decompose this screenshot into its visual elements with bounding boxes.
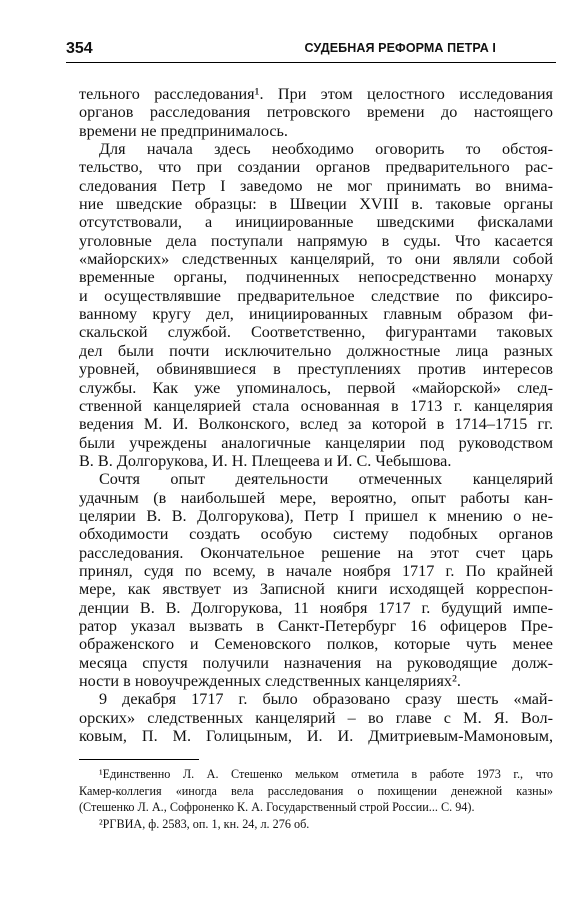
text-line: обходимости создать особую систему подобных органов (79, 525, 553, 544)
text-line: дел были почти исключительно должностные лица разных (79, 341, 553, 360)
text-line: ратор указал вызвать в Санкт-Петербург 16 офицеров Пре- (79, 616, 553, 635)
text-line: органов расследования петровского времени до настоящего (79, 103, 553, 122)
footnote-line: Камер-коллегия «иногда вела расследования о похищении денежной казны» (79, 783, 553, 798)
text-line: удачным (в наибольшей мере, вероятно, опыт работы кан- (79, 488, 553, 507)
text-line: принял, судя по всему, в начале ноября 1717 г. По крайней (79, 561, 553, 580)
text-line: ковым, П. М. Голицыным, И. И. Дмитриевым-Мамоновым, (79, 727, 553, 746)
text-line: ственной канцелярией стала основанная в 1713 г. канцелярия (79, 396, 553, 415)
text-line: расследования. Окончательное решение на этот счет царь (79, 543, 553, 562)
text-line: мере, как явствует из Записной книги исходящей корреспон- (79, 580, 553, 599)
text-line: ности в новоучрежденных следственных канцеляриях². (79, 672, 461, 690)
text-line: тельного расследования¹. При этом целостного исследования (79, 85, 553, 103)
text-line: уголовные дела поступали напрямую в суды. Что касается (79, 231, 553, 250)
text-line: уровней, обвинявшиеся в преступлениях против интересов (79, 360, 553, 379)
text-line: были учреждены аналогичные канцелярии под руководством (79, 433, 553, 452)
text-line: целярии В. В. Долгорукова), Петр I пришел к мнению о не- (79, 506, 553, 525)
text-line: орских» следственных канцелярий – во главе с М. Я. Вол- (79, 708, 553, 727)
text-line: «майорских» следственных канцелярий, то они являли собой (79, 250, 553, 269)
text-line: времени не предпринималось. (79, 121, 288, 140)
text-line: ванному кругу дел, инициированных главным образом фи- (79, 305, 553, 324)
footnote-line: ¹Единственно Л. А. Стешенко мельком отметила в работе 1973 г., что (99, 767, 553, 781)
page-header (66, 38, 556, 63)
footnote-divider (79, 759, 199, 760)
text-line: ображенского и Семеновского полков, которые чуть менее (79, 635, 553, 654)
text-line: и осуществлявшие предварительное следствие по фиксиро- (79, 286, 553, 305)
text-line: ние шведские образцы: в Швеции XVIII в. таковые органы (79, 195, 553, 214)
text-line: 9 декабря 1717 г. было образовано сразу шесть «май- (99, 690, 553, 709)
text-line: ведения М. И. Волконского, вслед за которой в 1714–1715 гг. (79, 415, 553, 434)
text-line: временные органы, подчиненных непосредственно монарху (79, 268, 553, 287)
text-line: денции В. В. Долгорукова, 11 ноября 1717 г. будущий импе- (79, 598, 553, 617)
footnote-line: ²РГВИА, ф. 2583, оп. 1, кн. 24, л. 276 об. (99, 817, 310, 832)
text-line: В. В. Долгорукова, И. Н. Плещеева и И. С. Чебышова. (79, 451, 452, 470)
text-line: тельство, что при создании органов предварительного рас- (79, 158, 553, 177)
main-text (79, 85, 553, 745)
footnotes (79, 766, 553, 833)
text-line: следования Петр I заведомо не мог принимать во внима- (79, 176, 553, 195)
text-line: Сочтя опыт деятельности отмеченных канцелярий (99, 470, 553, 489)
page-number: 354 (66, 40, 93, 57)
text-line: службы. Как уже упоминалось, первой «майорской» след- (79, 378, 553, 397)
running-title: СУДЕБНАЯ РЕФОРМА ПЕТРА I (304, 41, 496, 55)
text-line: Для начала здесь необходимо оговорить то обстоя- (99, 140, 553, 159)
text-line: месяца спустя получили назначения на руководящие долж- (79, 653, 553, 672)
text-line: отсутствовали, а инициированные шведскими фискалами (79, 213, 553, 232)
text-line: скальской службой. Соответственно, фигурантами таковых (79, 323, 553, 342)
footnote-line: (Стешенко Л. А., Софроненко К. А. Государственный строй России... С. 94). (79, 800, 475, 815)
